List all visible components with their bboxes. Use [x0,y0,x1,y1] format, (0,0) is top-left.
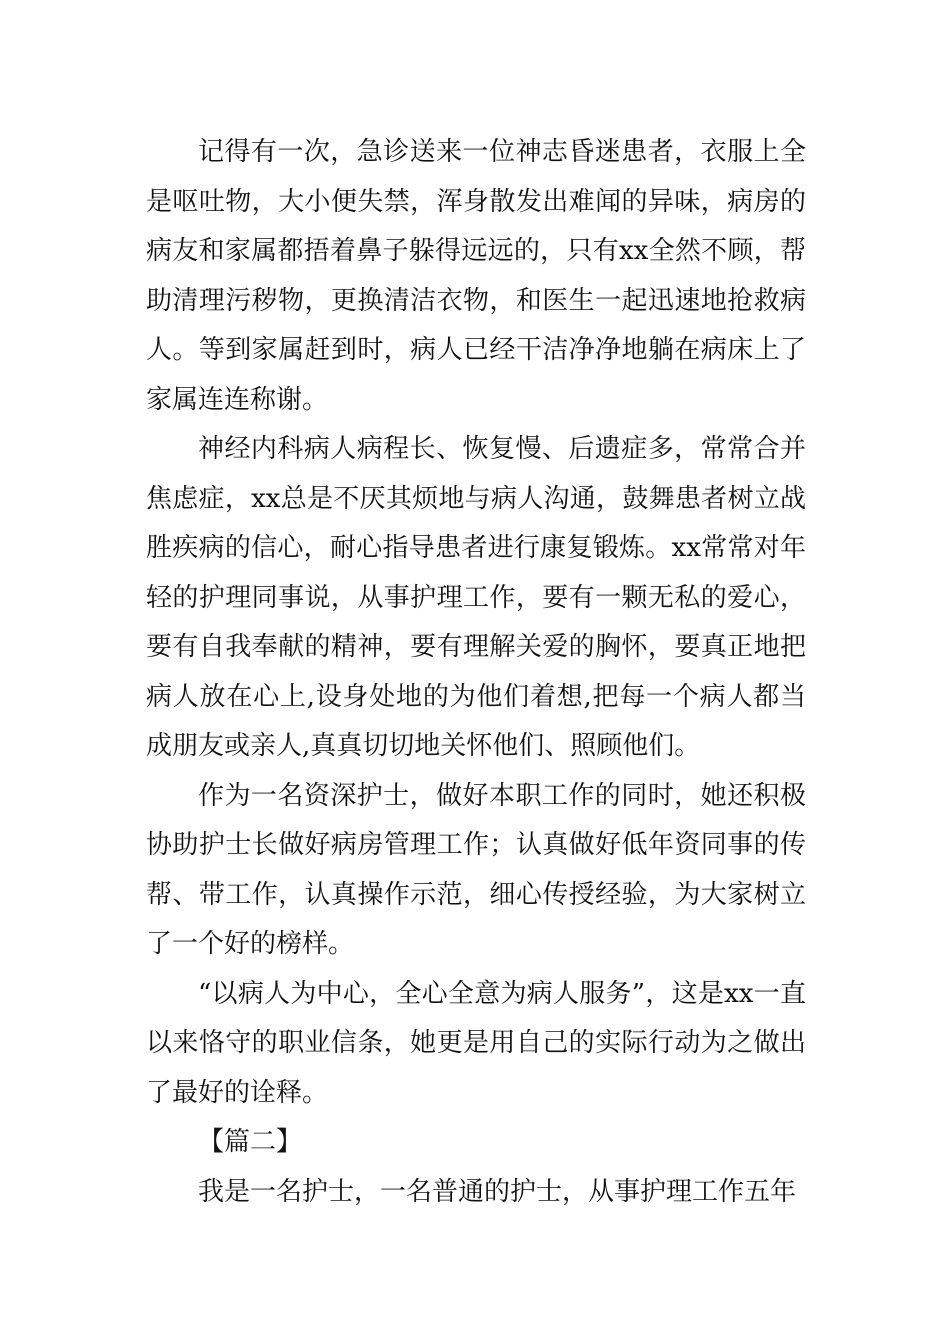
paragraph-neurology-patients: 神经内科病人病程长、恢复慢、后遗症多，常常合并焦虑症，xx总是不厌其烦地与病人沟通，鼓舞患者树立战胜疾病的信心，耐心指导患者进行康复锻炼。xx常常对年轻的护理同事说，从事护理工作，要有一颗无私的爱心，要有自我奉献的精神，要有理解关爱的胸怀，要真正地把病人放在心上,设身处地的为他们着想,把每一个病人都当成朋友或亲人,真真切切地关怀他们、照顾他们。 [146,434,806,761]
paragraph-senior-nurse: 作为一名资深护士，做好本职工作的同时，她还积极协助护士长做好病房管理工作；认真做好低年资同事的传帮、带工作，认真操作示范，细心传授经验，为大家树立了一个好的榜样。 [146,780,806,959]
paragraph-professional-creed: “以病人为中心，全心全意为病人服务”，这是xx一直以来恪守的职业信条，她更是用自己的实际行动为之做出了最好的诠释。 [146,978,806,1108]
section-heading: 【篇二】 [198,1127,303,1157]
paragraph-emergency-patient: 记得有一次，急诊送来一位神志昏迷患者，衣服上全是呕吐物，大小便失禁，浑身散发出难闻的异味，病房的病友和家属都捂着鼻子躲得远远的，只有xx全然不顾，帮助清理污秽物，更换清洁衣物，和医生一起迅速地抢救病人。等到家属赶到时，病人已经干洁净净地躺在病床上了家属连连称谢。 [146,137,806,415]
document-body [146,128,806,1217]
paragraph-intro-part-two: 我是一名护士，一名普通的护士，从事护理工作五年 [198,1176,797,1207]
